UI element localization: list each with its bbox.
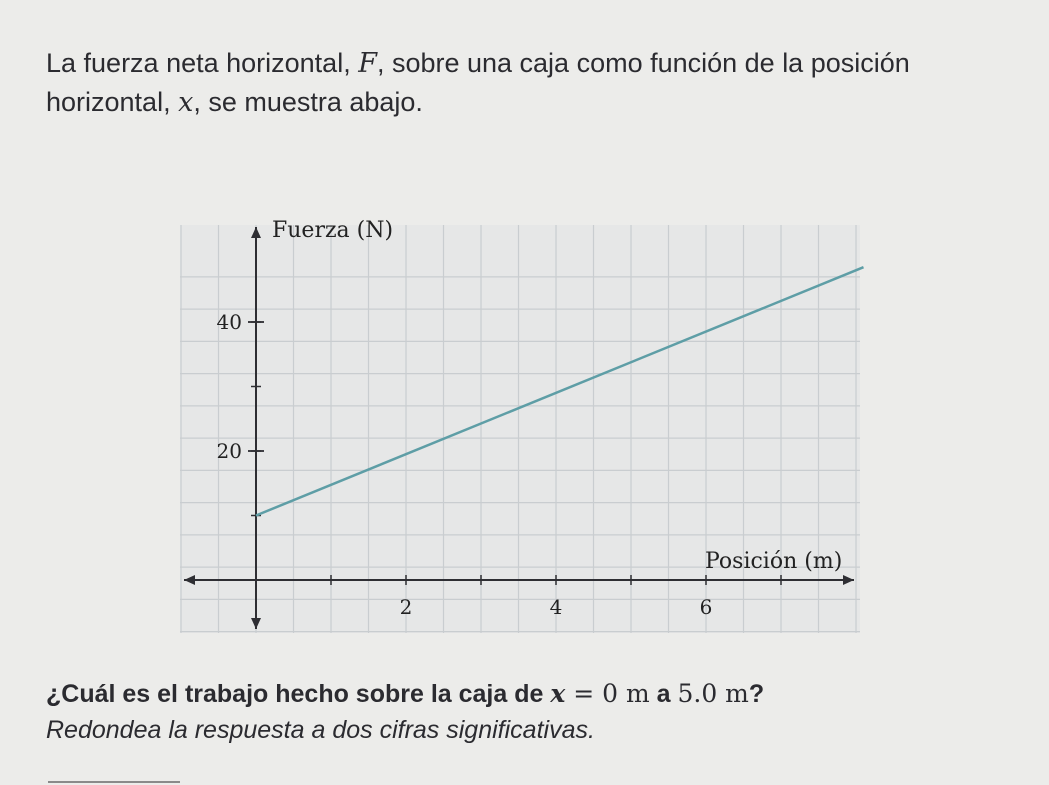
question-end-value: 5.0 m	[677, 679, 749, 708]
y-axis-title: Fuerza (N)	[272, 218, 394, 243]
question-text-2: a	[649, 680, 678, 708]
intro-text-1: La fuerza neta horizontal,	[46, 48, 359, 78]
variable-F: F	[358, 48, 377, 79]
x-tick-label: 6	[699, 595, 713, 619]
intro-text-2: , sobre una caja como función de la posición horizontal,	[46, 48, 910, 117]
y-tick-label: 40	[216, 310, 242, 334]
question-text-1: ¿Cuál es el trabajo hecho sobre la caja de	[46, 680, 551, 708]
question-variable-x: x	[550, 679, 566, 708]
x-axis-title: Posición (m)	[705, 549, 843, 574]
y-tick-label: 20	[216, 439, 242, 463]
question-text	[46, 680, 764, 708]
force-position-chart	[170, 205, 875, 645]
question-start-value: 0 m	[602, 679, 650, 708]
question-equals: =	[565, 679, 603, 708]
x-tick-label: 2	[399, 595, 413, 619]
answer-input-line[interactable]	[48, 781, 180, 783]
question	[46, 676, 1036, 748]
rounding-instruction: Redondea la respuesta a dos cifras significativas.	[46, 716, 595, 744]
x-tick-label: 4	[549, 595, 563, 619]
question-mark: ?	[748, 680, 765, 708]
problem-statement	[46, 44, 1036, 122]
intro-text-3: , se muestra abajo.	[193, 87, 423, 117]
variable-x: x	[178, 87, 194, 118]
